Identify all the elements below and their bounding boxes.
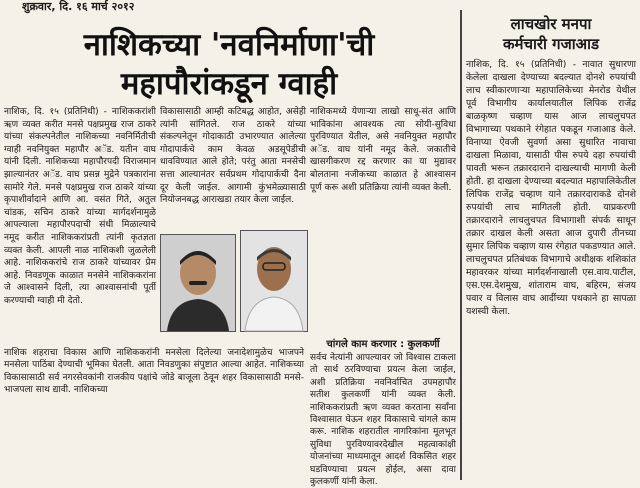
main-headline: [4, 26, 454, 104]
column-divider: [460, 10, 462, 480]
dateline: शुक्रवार, दि. १६ मार्च २०१२: [22, 0, 135, 13]
deputy-subhead: चांगले काम करणार : कुलकर्णी: [326, 339, 440, 350]
deputy-text: सर्वच नेत्यांनी आपल्यावर जो विश्वास टाकला तो सार्थ ठरविण्याचा प्रयत्न केला जाईल, अशी प्रतिक्रिया नवनिर्वाचित उपमहापौर सतीश कुलकर्णी यांनी व्यक्त केली. नाशिककरांप्रती ऋण व्यक्त करताना सर्वांना विश्वासात घेऊन शहर विकासाचे चांगले काम करू. नाशिक शहरातील नागरिकांना मूलभूत सुविधा पुरविण्यावरदेखील महत्वाकांक्षी योजनांच्या माध्यमातून आदर्श विकसित शहर घडविण्याचा प्रयत्न होईल, असा दावा कुलकर्णी यांनी केला.: [310, 353, 456, 488]
article-text-1: नाशिक, दि. १५ (प्रतिनिधी) - नाशिककरांशी ऋण व्यक्त करीत मनसे पक्षप्रमुख राज ठाकरे यांच्या संकल्पनेतील नाशिकच्या नवनिर्मितीची ग्वाही नवनियुक्त महापौर अॅड. यतीन वाघ यांनी दिली. नाशिकच्या महापौरपदी विराजमान झाल्यानंतर अॅड. वाघ प्रसन्न मुद्रेने पत्रकारांना सामोरे गेले. मनसे पक्षप्रमुख राज ठाकरे यांच्या कृपाशीर्वादाने आणि आ. वसंत गिते, अतुल चांडक, सचिन ठाकरे यांच्या मार्गदर्शनामुळे आपल्याला महापौरपदाची संधी मिळाल्याचे नमूद करीत नाशिककरांप्रती त्यांनी कृतज्ञता व्यक्त केली. आपली नाळ नाशिकशी जुळलेली आहे. नाशिककरांचे राज ठाकरे यांच्यावर प्रेम आहे. निवडणूक काळात मनसेने नाशिककरांना जे आश्वासने दिली, त्या आश्वासनांची पूर्ती करण्याची ग्वाही मी देतो.: [4, 107, 156, 306]
article-column-1: [4, 106, 156, 338]
article-continuation: [4, 338, 304, 480]
sidebar-title-line1: लाचखोर मनपा: [510, 15, 592, 33]
sidebar-title-line2: कर्मचारी गजाआड: [503, 35, 599, 53]
portrait-illustration-2: [241, 231, 307, 331]
headline-line2: महापौरांकडून ग्वाही: [120, 66, 338, 102]
sidebar-text: नाशिक, दि. १५ (प्रतिनिधी) - नावात सुधारणा केलेला दाखला देण्याच्या बदल्यात दोनशे रुपयांची लाच स्वीकारणाऱ्या महापालिकेच्या मेनरोड येथील पूर्व विभागीय कार्यालयातील लिपिक राजेंद्र बाळकृष्ण चव्हाण यास आज लाचलुचपत विभागाच्या पथकाने रंगेहात पकडून गजाआड केले. विनाप्या ऐवजी सुवर्णा असा सुधारित नावाचा दाखला मिळावा, यासाठी पीस रुपये दहा रुपयांची पावती भरून तक्रारदाराने दाखल्याची मागणी केली होती. हा दाखला देण्याच्या बदल्यात महापालिकेतील लिपिक राजेंद्र चव्हाण याने तक्रारदाराकडे दोनशे रुपयांची लाच मागितली होती. याप्रकरणी तक्रारदाराने लाचलुचपत विभागाशी संपर्क साधून तक्रार दाखल केली असता आज दुपारी तीनच्या सुमार लिपिक चव्हाण यास रंगेहात पकडण्यात आले. लाचलुचपत प्रतिबंधक विभागाचे अधीक्षक शशिकांत महावरकर यांच्या मार्गदर्शनाखाली एस.वाय.पाटील, एस.एस.देशमुख, शांताराम वाघ, बहिरम, संजय पवार व विलास वाघ आदींच्या पथकाने हा सापळा यशस्वी केला.: [466, 59, 636, 317]
article-column-2: [160, 106, 306, 230]
sidebar-headline: [466, 14, 636, 54]
mayor-photo: [160, 234, 236, 332]
sidebar-article: [466, 58, 636, 478]
article-column-3: [310, 106, 456, 338]
deputy-mayor-section: [310, 338, 456, 488]
article-text-2: विकासासाठी आम्ही कटिबद्ध आहोत, असेही त्यांनी सांगितले. राज ठाकरे यांच्या संकल्पनेतून गोदाकाठी उभारण्यात आलेल्या गोदापार्कचे काम केवळ अडसूपेडीची धावविण्यात आले होते; परंतु आता मनसेची सत्ता आल्यानंतर सर्वप्रथम गोदापार्कची दैना दूर केली जाईल. आगामी कुंभमेळ्यासाठी नियोजनबद्ध आराखडा तयार केला जाईल.: [160, 107, 306, 206]
headline-line1: नाशिकच्या 'नवनिर्माणा'ची: [83, 27, 375, 63]
portrait-illustration-1: [161, 235, 235, 331]
deputy-mayor-photo: [240, 230, 308, 332]
article-text-wide: नाशिक शहराचा विकास आणि नाशिककरांनी मनसेला दिलेल्या जनादेशामुळेच भाजपने मनसेला पाठिंबा देण्याची भूमिका घेतली. आता निवडणुका संपुष्टात आल्या आहेत. नाशिकच्या विकासासाठी सर्व नगरसेवकांनी राजकीय पक्षांचे जोडे बाजूला ठेवून शहर विकासासाठी मनसे-भाजपला साथ द्यावी. नाशिकच्या: [4, 348, 304, 396]
article-text-3: नाशिकमध्ये येणाऱ्या लाखो साधू-संत आणि भाविकांना आवश्यक त्या सोयी-सुविधा पुरविण्यात येतील, असे नवनियुक्त महापौर अॅड. वाघ यांनी नमूद केले. जकातीचे खासगीकरण रद्द करणार का या मुद्यावर बोलताना नजीकच्या काळात हे आश्वासन पूर्ण करू अशी प्रतिक्रिया त्यांनी व्यक्त केली.: [310, 107, 456, 193]
